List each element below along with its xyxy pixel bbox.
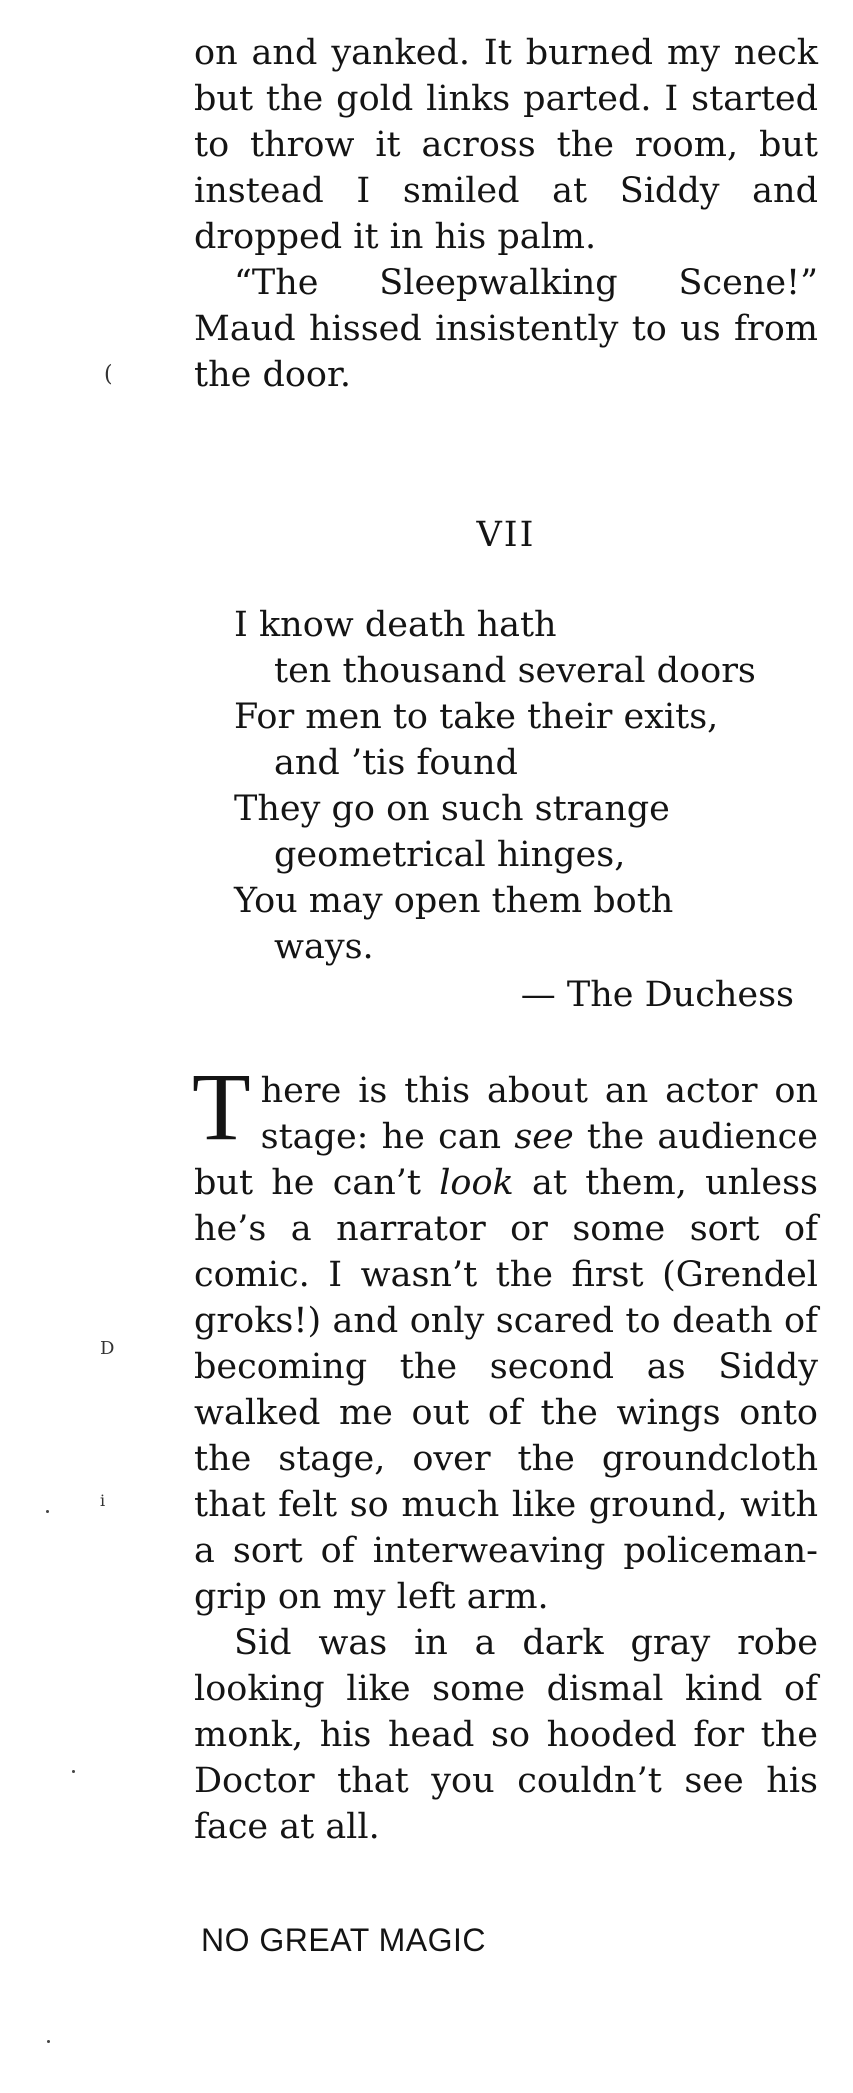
epigraph-line: They go on such strange (234, 789, 670, 829)
section-number: VII (476, 515, 536, 555)
epigraph-line: I know death hath (234, 605, 557, 645)
margin-speck (72, 1770, 75, 1773)
epigraph-line: geometrical hinges, (274, 835, 626, 875)
paragraph-maud: “The Sleepwalking Scene!” Maud hissed insistently to us from the door. (194, 263, 818, 395)
text-block-main (192, 1053, 818, 1850)
margin-mark: ( (104, 362, 113, 387)
epigraph-line: ways. (274, 927, 374, 967)
paragraph-actor: There is this about an actor on stage: he can see the audience but he can’t look at them, unless he’s a narrator or some sort of comic. I wasn’t the first (Grendel groks!) and only scared to death of becoming the second as Siddy walked me out of the wings onto the stage, over the groundcloth that felt so much like ground, with a sort of interweaving policeman-grip on my left arm. (192, 1053, 818, 1617)
running-footer: NO GREAT MAGIC (201, 1922, 486, 1958)
epigraph-line: For men to take their exits, (234, 697, 719, 737)
epigraph (234, 602, 794, 1018)
margin-speck (47, 2040, 50, 2043)
paragraph-sid: Sid was in a dark gray robe looking like some dismal kind of monk, his head so hooded for the Doctor that you couldn’t see his face at all. (194, 1623, 818, 1847)
margin-mark: D (100, 1338, 115, 1359)
epigraph-line: You may open them both (234, 881, 674, 921)
text-block-top (194, 30, 818, 398)
epigraph-attribution: — The Duchess (520, 975, 794, 1015)
margin-mark: i (100, 1491, 106, 1510)
epigraph-line: ten thousand several doors (274, 651, 756, 691)
epigraph-line: and ’tis found (274, 743, 518, 783)
margin-speck (46, 1510, 49, 1513)
drop-cap: T (192, 1053, 251, 1160)
paragraph-continued: on and yanked. It burned my neck but the gold links parted. I started to throw it across the room, but instead I smiled at Siddy and dropped it in his palm. (194, 33, 818, 257)
